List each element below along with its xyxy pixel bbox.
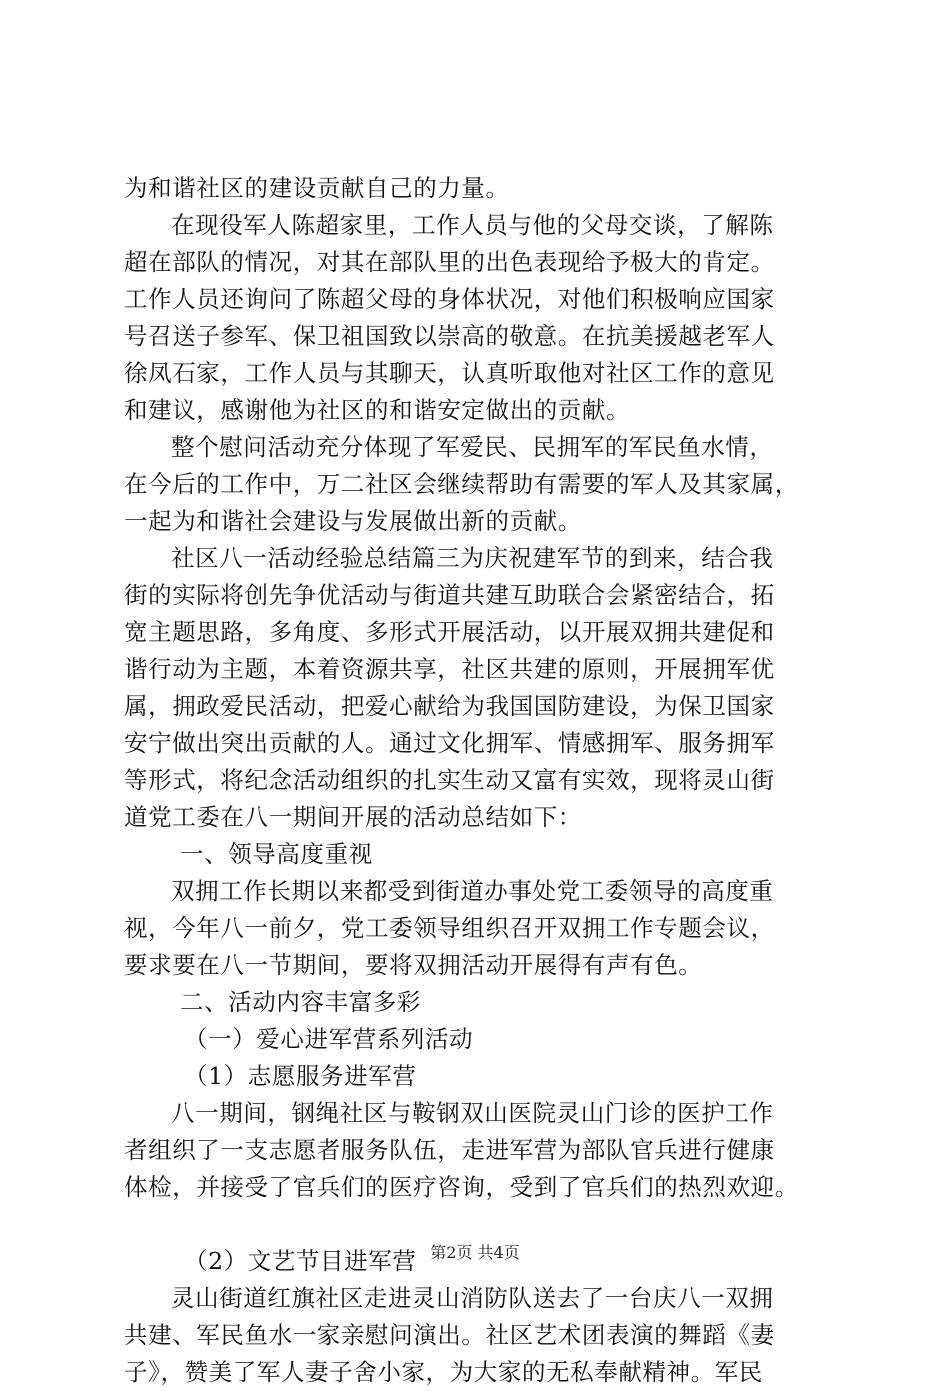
paragraph-start-line: 双拥工作长期以来都受到街道办事处党工委领导的高度重 xyxy=(171,877,774,905)
text-line: 者组织了一支志愿者服务队伍，走进军营为部队官兵进行健康 xyxy=(124,1136,775,1164)
text-line: 子》，赞美了军人妻子舍小家，为大家的无私奉献精神。军民 xyxy=(124,1358,763,1386)
text-line: 共建、军民鱼水一家亲慰问演出。社区艺术团表演的舞蹈《妻 xyxy=(124,1321,775,1349)
text-line: 号召送子参军、保卫祖国致以崇高的敬意。在抗美援越老军人 xyxy=(124,322,775,350)
paragraph-start-line: 社区八一活动经验总结篇三为庆祝建军节的到来，结合我 xyxy=(171,544,774,572)
text-line: 超在部队的情况，对其在部队里的出色表现给予极大的肯定。 xyxy=(124,248,775,276)
text-line: 徐凤石家，工作人员与其聊天，认真听取他对社区工作的意见 xyxy=(124,359,775,387)
text-line: 属，拥政爱民活动，把爱心献给为我国国防建设，为保卫国家 xyxy=(124,692,775,720)
text-line: 宽主题思路，多角度、多形式开展活动，以开展双拥共建促和 xyxy=(124,618,775,646)
page-number-footer: 第2页 共4页 xyxy=(430,1243,520,1262)
text-line: 为和谐社区的建设贡献自己的力量。 xyxy=(124,174,510,202)
subsection-heading: （1）志愿服务进军营 xyxy=(184,1062,417,1090)
blank-line xyxy=(124,1206,840,1243)
subsection-heading: （一）爱心进军营系列活动 xyxy=(184,1025,474,1053)
section-heading: 二、活动内容丰富多彩 xyxy=(180,988,421,1016)
text-line: 要求要在八一节期间，要将双拥活动开展得有声有色。 xyxy=(124,951,703,979)
text-line: 工作人员还询问了陈超父母的身体状况，对他们积极响应国家 xyxy=(124,285,775,313)
text-line: 安宁做出突出贡献的人。通过文化拥军、情感拥军、服务拥军 xyxy=(124,729,775,757)
paragraph-start-line: 灵山街道红旗社区走进灵山消防队送去了一台庆八一双拥 xyxy=(171,1284,774,1312)
text-line: 道党工委在八一期间开展的活动总结如下： xyxy=(124,803,582,831)
document-body xyxy=(124,170,840,1391)
paragraph-start-line: 八一期间，钢绳社区与鞍钢双山医院灵山门诊的医护工作 xyxy=(171,1099,774,1127)
text-line: 体检，并接受了官兵们的医疗咨询，受到了官兵们的热烈欢迎。 xyxy=(124,1173,799,1201)
subsection-heading: （2）文艺节目进军营 xyxy=(184,1247,417,1275)
text-line: 谐行动为主题，本着资源共享，社区共建的原则，开展拥军优 xyxy=(124,655,775,683)
text-line: 和建议，感谢他为社区的和谐安定做出的贡献。 xyxy=(124,396,631,424)
text-line: 等形式，将纪念活动组织的扎实生动又富有实效，现将灵山街 xyxy=(124,766,775,794)
text-line: 在今后的工作中，万二社区会继续帮助有需要的军人及其家属， xyxy=(124,470,799,498)
text-line: 视，今年八一前夕，党工委领导组织召开双拥工作专题会议， xyxy=(124,914,775,942)
text-line: 街的实际将创先争优活动与街道共建互助联合会紧密结合，拓 xyxy=(124,581,775,609)
text-line: 一起为和谐社会建设与发展做出新的贡献。 xyxy=(124,507,582,535)
section-heading: 一、领导高度重视 xyxy=(180,840,373,868)
paragraph-start-line: 整个慰问活动充分体现了军爱民、民拥军的军民鱼水情， xyxy=(171,433,774,461)
paragraph-start-line: 在现役军人陈超家里，工作人员与他的父母交谈，了解陈 xyxy=(171,211,774,239)
